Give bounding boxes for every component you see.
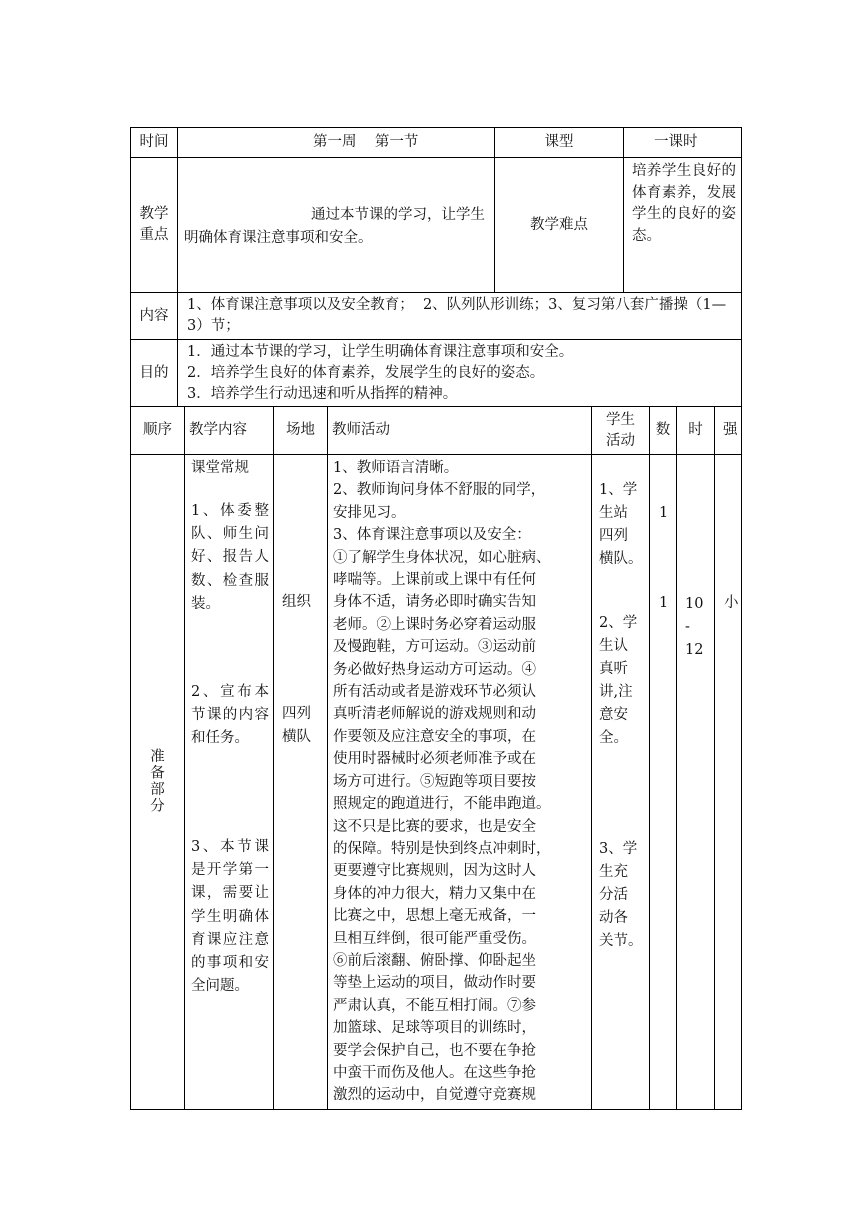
time-value: 10 - 12: [685, 596, 704, 658]
teacher-line: 中蛮干而伤及他人。在这些争抢: [333, 1064, 536, 1081]
teacher-line: 安排见习。: [333, 504, 406, 521]
content-label: 内容: [139, 307, 169, 324]
teacher-line: 身体的冲力很大，精力又集中在: [333, 885, 536, 902]
content-label-cell: [130, 292, 178, 340]
col-teacher: [327, 406, 592, 455]
prep-section-cell: [130, 454, 185, 1110]
teacher-line: ⑥前后滚翻、俯卧撑、仰卧起坐: [333, 952, 536, 969]
difficulty-text-cell: [623, 157, 742, 293]
teacher-line: 作要领及应注意安全的事项，在: [333, 728, 536, 745]
teacher-line: 身体不适，请务必即时确实告知: [333, 594, 536, 611]
teacher-line: 激烈的运动中，自觉遵守竞赛规: [333, 1087, 536, 1104]
time-label-cell: [130, 127, 178, 158]
col-content-label: 教学内容: [189, 422, 247, 438]
prep-content-item: 2、宣布本节课的内容和任务。: [191, 684, 269, 747]
prep-section-label: 准备部分: [148, 748, 164, 814]
focus-label: 教学 重点: [139, 206, 169, 243]
teacher-line: 2、教师询问身体不舒服的同学，: [333, 482, 546, 499]
type-label: 课型: [544, 134, 574, 150]
prep-content-item: 3、本节课是开学第一课，需要让学生明确体育课应注意的事项和安全问题。: [191, 839, 269, 995]
prep-venue-formation: 四列 横队: [282, 706, 311, 745]
content-text-cell: [177, 292, 742, 340]
prep-count-cell: [649, 454, 677, 1110]
prep-venue-org: 组织: [282, 594, 311, 610]
difficulty-text: 培养学生良好的体育素养，发展学生的良好的姿态。: [632, 163, 736, 244]
col-intensity: [714, 406, 742, 455]
prep-student-cell: [591, 454, 650, 1110]
teacher-line: 老师。②上课时务必穿着运动服: [333, 616, 536, 633]
teacher-line: 严肃认真，不能互相打闹。⑦参: [333, 997, 536, 1014]
teacher-line: 等垫上运动的项目，做动作时要: [333, 975, 536, 992]
teacher-line: 旦相互绊倒，很可能严重受伤。: [333, 930, 536, 947]
col-order-label: 顺序: [143, 422, 172, 438]
goals-list: [187, 342, 573, 405]
teacher-line: 更要遵守比赛规则，因为这时人: [333, 863, 536, 880]
goals-cell: [177, 339, 742, 407]
goals-label-cell: [130, 339, 178, 407]
teacher-line: 务必做好热身运动方可运动。④: [333, 661, 536, 678]
teacher-line: 的保障。特别是快到终点冲刺时，: [333, 840, 551, 857]
goal-item: 3．培养学生行动迅速和听从指挥的精神。: [187, 386, 458, 402]
goals-label: 目的: [139, 364, 169, 381]
teacher-line: 3、体育课注意事项以及安全：: [333, 527, 531, 544]
time-label: 时间: [139, 134, 169, 150]
prep-content-title: 课堂常规: [191, 460, 249, 476]
col-venue-label: 场地: [286, 422, 315, 438]
student-activity-1: 1、学 生站 四列 横队。: [599, 482, 643, 567]
type-value-cell: [623, 127, 742, 158]
teacher-line: 使用时器械时必须老师准予或在: [333, 751, 536, 768]
content-text: 1、体育课注意事项以及安全教育； 2、队列队形训练；3、复习第八套广播操（1—3）节；: [187, 297, 727, 334]
teacher-line: 及慢跑鞋，方可运动。③运动前: [333, 639, 536, 656]
teacher-line: 加篮球、足球等项目的训练时，: [333, 1020, 536, 1037]
week-value: 第一周 第一节: [313, 134, 419, 150]
teacher-line: 场方可进行。⑤短跑等项目要按: [333, 773, 536, 790]
teacher-line: 1、教师语言清晰。: [333, 460, 459, 476]
teacher-line: 所有活动或者是游戏环节必须认: [333, 684, 536, 701]
prep-content-cell: [184, 454, 274, 1110]
prep-intensity-cell: [714, 454, 742, 1110]
col-student: [591, 406, 650, 455]
prep-teacher-cell: [327, 454, 592, 1110]
type-label-cell: [494, 127, 624, 158]
teacher-line: 哮喘等。上课前或上课中有任何: [333, 572, 536, 589]
prep-time-cell: [676, 454, 715, 1110]
focus-label-cell: [130, 157, 178, 293]
col-order: [130, 406, 185, 455]
teacher-line: 真听清老师解说的游戏规则和动: [333, 706, 536, 723]
teacher-line: ①了解学生身体状况，如心脏病、: [333, 549, 551, 566]
student-activity-2: 2、学 生认 真听 讲,注 意安 全。: [599, 615, 638, 746]
focus-text: 通过本节课的学习，让学生明确体育课注意事项和安全。: [184, 207, 485, 246]
focus-text-cell: [177, 157, 495, 293]
week-cell: [177, 127, 495, 158]
col-time-label: 时: [688, 422, 703, 438]
col-content: [184, 406, 274, 455]
difficulty-label: 教学难点: [530, 216, 588, 233]
count-value-2: 1: [659, 595, 669, 611]
col-time: [676, 406, 715, 455]
teacher-line: 照规定的跑道进行，不能串跑道。: [333, 796, 551, 813]
prep-venue-cell: [273, 454, 328, 1110]
goal-item: 1．通过本节课的学习，让学生明确体育课注意事项和安全。: [187, 344, 574, 360]
student-activity-3: 3、学 生充 分活 动各 关节。: [599, 841, 643, 949]
difficulty-label-cell: [494, 157, 624, 293]
count-value-1: 1: [659, 505, 669, 521]
goal-item: 2．培养学生良好的体育素养，发展学生的良好的姿态。: [187, 365, 545, 381]
prep-content-item: 1、体委整队、师生问好、报告人数、检查服装。: [191, 503, 269, 612]
col-venue: [273, 406, 328, 455]
teacher-activity-text: [333, 457, 589, 1107]
col-intensity-label: 强: [723, 422, 738, 438]
intensity-value: 小: [724, 595, 739, 611]
teacher-line: 要学会保护自己，也不要在争抢: [333, 1042, 536, 1059]
teacher-line: 这不只是比赛的要求，也是安全: [333, 818, 536, 835]
col-student-label: 学生 活动: [606, 411, 635, 449]
col-count-label: 数: [655, 422, 671, 438]
teacher-line: 比赛之中，思想上毫无戒备，一: [333, 908, 536, 925]
col-teacher-label: 教师活动: [332, 422, 390, 438]
type-value: 一课时: [654, 134, 698, 150]
col-count: [649, 406, 677, 455]
